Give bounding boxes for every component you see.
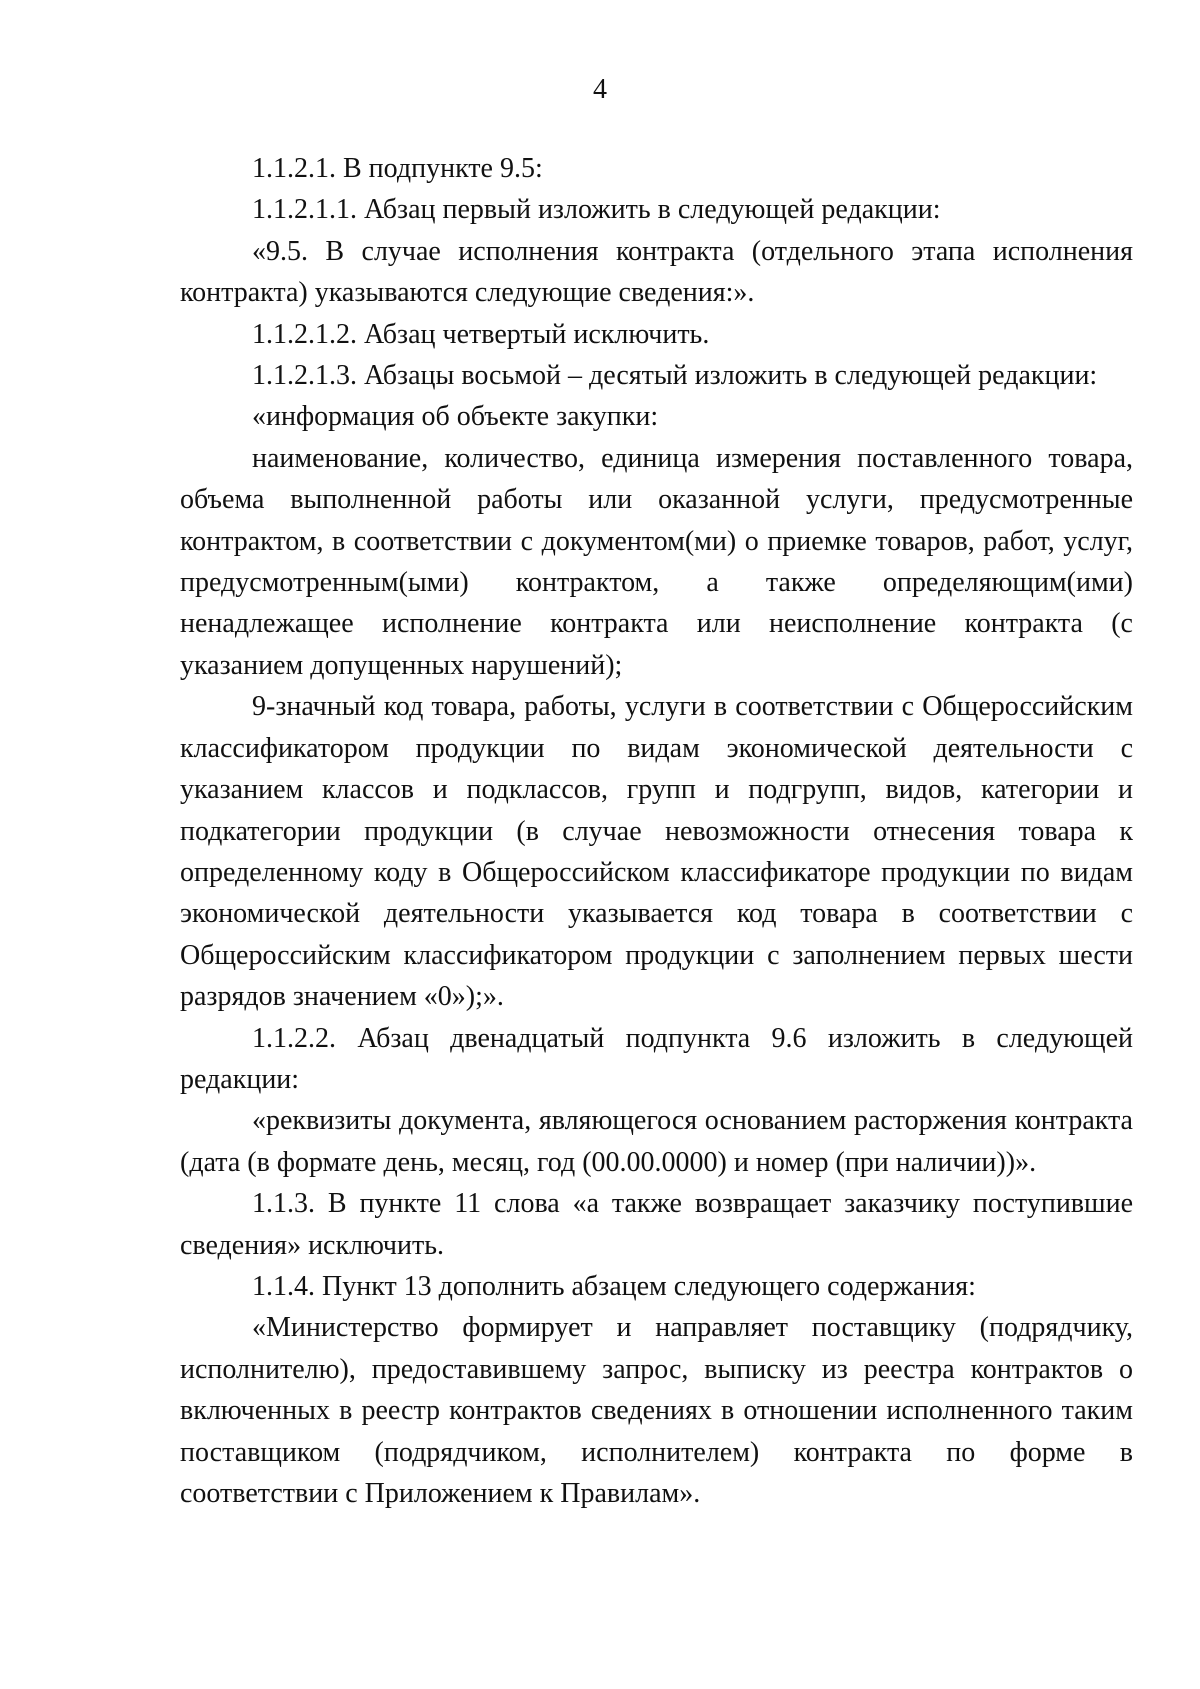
paragraph-1-1-2-1: 1.1.2.1. В подпункте 9.5:: [252, 153, 543, 184]
paragraph-ministry-statement: «Министерство формирует и направляет поставщику (подрядчику, исполнителю), предоставившему запрос, выписку из реестра контрактов о включенных в реестр контрактов сведениях в отношении исполненного таким поставщиком (подрядчиком, исполнителем) контракта по форме в соответствии с Приложением к Правилам».: [180, 1312, 1133, 1509]
paragraph-1-1-3: 1.1.3. В пункте 11 слова «а также возвращает заказчику поступившие сведения» исключить.: [180, 1188, 1133, 1261]
paragraph-quote-9-5: «9.5. В случае исполнения контракта (отдельного этапа исполнения контракта) указываются следующие сведения:».: [180, 235, 1133, 309]
paragraph-termination-details: «реквизиты документа, являющегося основанием расторжения контракта (дата (в формате день, месяц, год (00.00.0000) и номер (при наличии))».: [180, 1105, 1133, 1178]
paragraph-1-1-4: 1.1.4. Пункт 13 дополнить абзацем следующего содержания:: [252, 1270, 976, 1302]
paragraph-1-1-2-1-2: 1.1.2.1.2. Абзац четвертый исключить.: [252, 318, 710, 350]
paragraph-1-1-2-1-1: 1.1.2.1.1. Абзац первый изложить в следующей редакции:: [252, 194, 941, 226]
page-number: 4: [593, 74, 607, 105]
paragraph-name-quantity: наименование, количество, единица измерения поставленного товара, объема выполненной работы или оказанной услуги, предусмотренные контрактом, в соответствии с документом(ми) о приемке товаров, работ, услуг, предусмотренным(ыми) контрактом, а также определяющим(ими) ненадлежащее исполнение контракта или неисполнение контракта (с указанием допущенных нарушений);: [180, 442, 1133, 681]
paragraph-object-info: «информация об объекте закупки:: [252, 401, 659, 433]
paragraph-1-1-2-1-3: 1.1.2.1.3. Абзацы восьмой – десятый изложить в следующей редакции:: [252, 360, 1098, 392]
paragraph-1-1-2-2: 1.1.2.2. Абзац двенадцатый подпункта 9.6 изложить в следующей редакции:: [180, 1022, 1133, 1095]
document-body: [180, 148, 1133, 1514]
paragraph-9-digit-code: 9-значный код товара, работы, услуги в соответствии с Общероссийским классификатором продукции по видам экономической деятельности с указанием классов и подклассов, групп и подгрупп, видов, категории и подкатегории продукции (в случае невозможности отнесения товара к определенному коду в Общероссийском классификаторе продукции по видам экономической деятельности указывается код товара в соответствии с Общероссийским классификатором продукции с заполнением первых шести разрядов значением «0»);».: [180, 691, 1133, 1013]
